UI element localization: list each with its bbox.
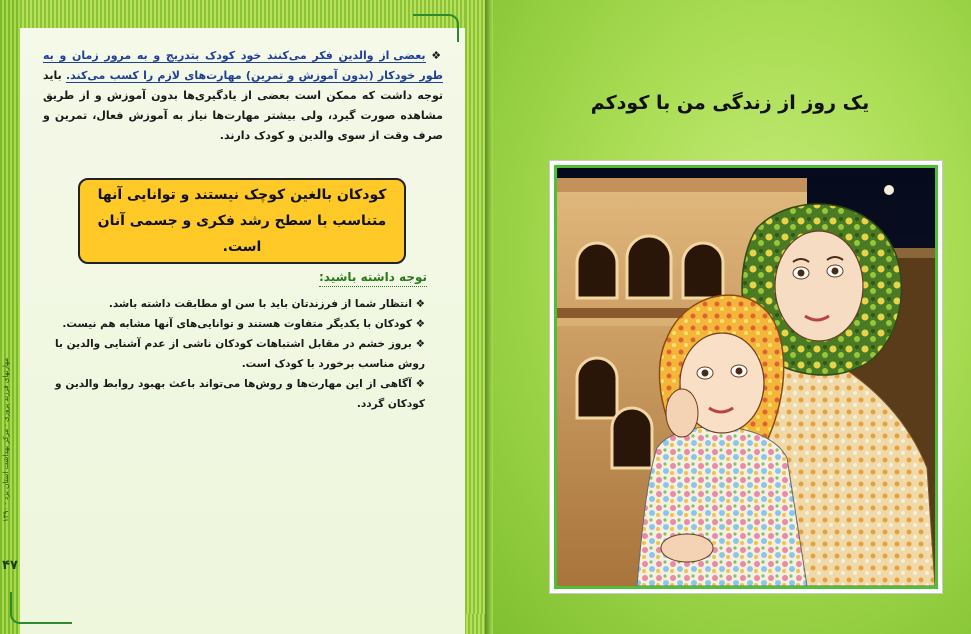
corner-decoration-top	[413, 14, 459, 42]
highlight-box-text: کودکان بالغین کوچک نیستند و توانایی آنها متناسب با سطح رشد فکری و جسمی آنان است.	[97, 187, 387, 255]
intro-rest: باید توجه داشت که ممکن است بعضی از یادگیری‌ها بدون آموزش و از طریق مشاهده صورت گیرد، ولی بیشتر مهارت‌ها نیاز به آموزش فعال، تمرین و صرف وقت از سوی والدین و کودک دارند.	[43, 69, 443, 142]
intro-paragraph	[43, 46, 443, 146]
book-gutter	[485, 0, 493, 634]
right-page	[485, 0, 971, 634]
note-item: ❖ انتظار شما از فرزندتان باید با سن او مطابقت داشته باشد.	[108, 298, 425, 310]
intro-highlight: بعضی از والدین فکر می‌کنند خود کودک بتدریج و به مرور زمان و به طور خودکار (بدون آموزش و تمرین) مهارت‌های لازم را کسب می‌کند.	[43, 49, 443, 82]
page-number: ۴۷	[2, 558, 18, 573]
right-edge-stripe	[465, 0, 485, 634]
illustration	[554, 165, 938, 589]
spine-text: مهارتهای فرزند پروری - مرکز بهداشت استان یزد - ۱۳۹۰	[2, 357, 10, 523]
bullet-icon: ❖	[431, 49, 443, 62]
highlight-box	[78, 178, 406, 264]
mother-child-illustration	[557, 168, 935, 586]
note-item: ❖ بروز خشم در مقابل اشتباهات کودکان ناشی از عدم آشنایی والدین با روش مناسب برخورد با کودک است.	[55, 338, 425, 370]
corner-decoration-bottom	[10, 592, 72, 624]
note-item: ❖ آگاهی از این مهارت‌ها و روش‌ها می‌تواند باعث بهبود روابط والدین و کودکان گردد.	[55, 378, 425, 410]
page-title: یک روز از زندگی من با کودکم	[590, 92, 870, 114]
note-title: توجه داشته باشید:	[319, 270, 427, 287]
left-page	[0, 0, 485, 634]
illustration-frame	[549, 160, 943, 594]
notes-list	[55, 294, 425, 414]
note-item: ❖ کودکان با یکدیگر متفاوت هستند و توانایی‌های آنها مشابه هم نیست.	[62, 318, 425, 330]
